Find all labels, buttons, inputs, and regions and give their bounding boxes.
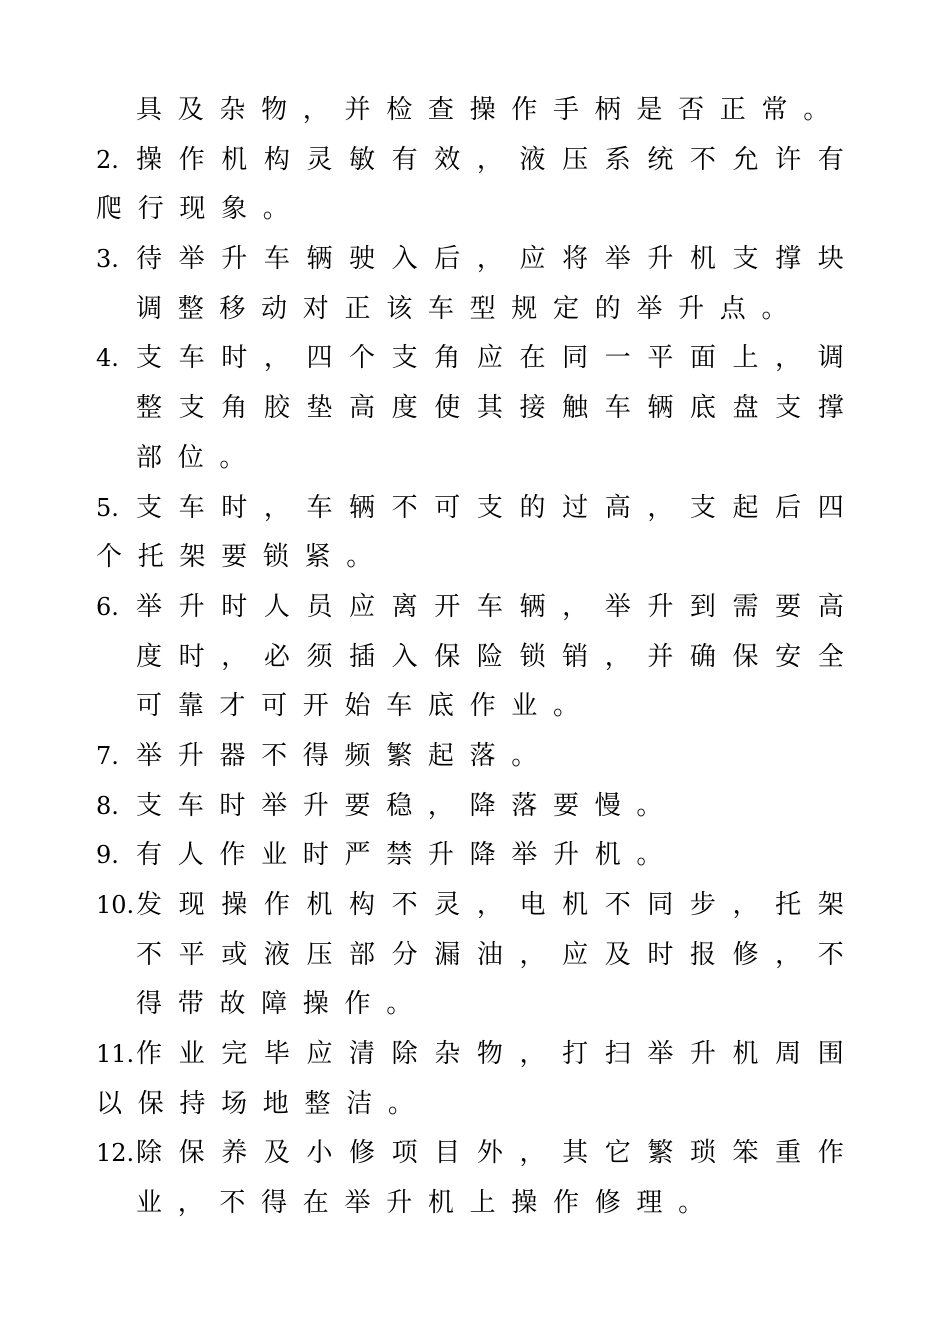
line-text: 作 业 完 毕 应 清 除 杂 物 ， 打 扫 举 升 机 周 围 [136, 1039, 844, 1069]
line-15: 8. 支 车 时 举 升 要 稳 ， 降 落 要 慢 。 [0, 786, 950, 826]
line-9 [0, 488, 950, 528]
line-text: 不 平 或 液 压 部 分 漏 油 ， 应 及 时 报 修 ， 不 [136, 940, 844, 970]
item-number: 6. [96, 593, 119, 621]
line-8: 部 位 。 [136, 443, 246, 473]
line-10: 个 托 架 要 锁 紧 。 [96, 542, 373, 572]
item-number: 3. [96, 245, 119, 273]
item-number: 8. [96, 792, 119, 820]
line-text: 整 支 角 胶 垫 高 度 使 其 接 触 车 辆 底 盘 支 撑 [136, 393, 844, 423]
line-18 [0, 935, 950, 975]
item-number: 12. [96, 1139, 135, 1167]
line-5: 调 整 移 动 对 正 该 车 型 规 定 的 举 升 点 。 [136, 294, 788, 324]
line-text: 度 时 ， 必 须 插 入 保 险 锁 销 ， 并 确 保 安 全 [136, 642, 844, 672]
line-16: 9. 有 人 作 业 时 严 禁 升 降 举 升 机 。 [0, 835, 950, 875]
item-number: 2. [96, 146, 119, 174]
line-11 [0, 587, 950, 627]
line-text: 操 作 机 构 灵 敏 有 效 ， 液 压 系 统 不 允 许 有 [136, 145, 844, 175]
line-text: 举 升 时 人 员 应 离 开 车 辆 ， 举 升 到 需 要 高 [136, 592, 844, 622]
line-2 [0, 140, 950, 180]
line-text: 支 车 时 ， 车 辆 不 可 支 的 过 高 ， 支 起 后 四 [136, 493, 844, 523]
item-number: 10. [96, 891, 135, 919]
line-23: 业 ， 不 得 在 举 升 机 上 操 作 修 理 。 [136, 1188, 705, 1218]
line-3: 爬 行 现 象 。 [96, 194, 289, 224]
line-13: 可 靠 才 可 开 始 车 底 作 业 。 [136, 691, 580, 721]
line-text: 除 保 养 及 小 修 项 目 外 ， 其 它 繁 琐 笨 重 作 [136, 1138, 844, 1168]
item-number: 11. [96, 1040, 135, 1068]
line-20 [0, 1034, 950, 1074]
line-6 [0, 338, 950, 378]
line-21: 以 保 持 场 地 整 洁 。 [96, 1089, 414, 1119]
line-text: 发 现 操 作 机 构 不 灵 ， 电 机 不 同 步 ， 托 架 [136, 890, 844, 920]
line-14: 7. 举 升 器 不 得 频 繁 起 落 。 [0, 736, 950, 776]
line-12 [0, 637, 950, 677]
item-number: 9. [96, 841, 119, 869]
line-17 [0, 885, 950, 925]
item-number: 7. [96, 742, 119, 770]
item-number: 4. [96, 344, 119, 372]
line-text: 支 车 时 ， 四 个 支 角 应 在 同 一 平 面 上 ， 调 [136, 343, 844, 373]
line-22 [0, 1133, 950, 1173]
line-19: 得 带 故 障 操 作 。 [136, 989, 413, 1019]
line-4 [0, 239, 950, 279]
item-number: 5. [96, 494, 119, 522]
line-text: 待 举 升 车 辆 驶 入 后 ， 应 将 举 升 机 支 撑 块 [136, 244, 844, 274]
line-7 [0, 388, 950, 428]
line-1: 具 及 杂 物 ， 并 检 查 操 作 手 柄 是 否 正 常 。 [136, 95, 830, 125]
